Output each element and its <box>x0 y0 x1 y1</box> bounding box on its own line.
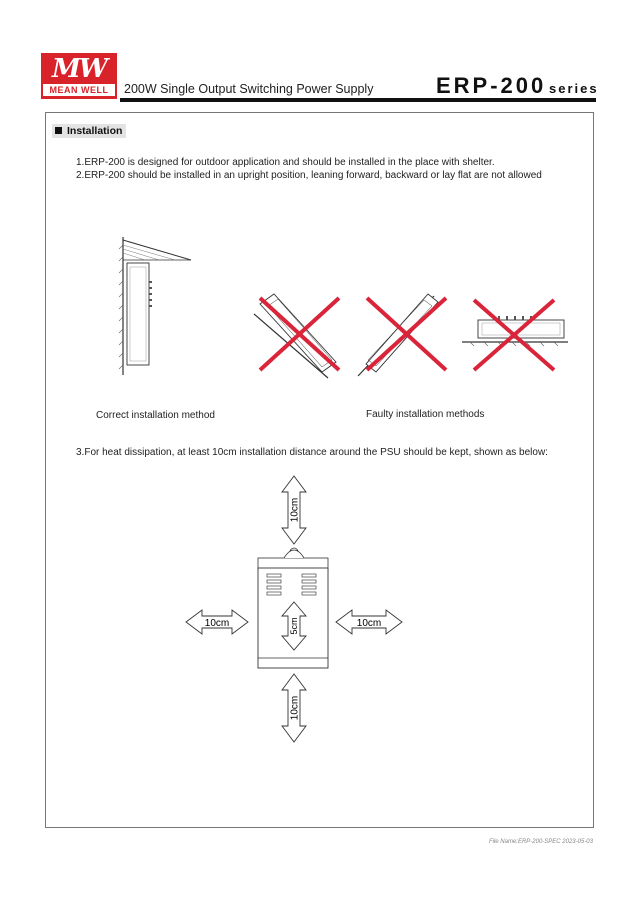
note-2: 2.ERP-200 should be installed in an upright position, leaning forward, backward or lay flat are not allowed <box>76 170 542 181</box>
clearance-inner-label: 5cm <box>289 617 299 635</box>
correct-installation-drawing <box>115 235 195 380</box>
clearance-right-label: 10cm <box>356 618 382 629</box>
bullet-square-icon <box>55 127 62 134</box>
faulty-installation-caption: Faulty installation methods <box>366 409 485 420</box>
faulty-cross-icon-2 <box>362 294 452 374</box>
clearance-left-label: 10cm <box>204 618 230 629</box>
product-subtitle: 200W Single Output Switching Power Supply <box>124 82 374 96</box>
logo-mw-text: MW <box>52 54 106 84</box>
faulty-cross-icon-1 <box>255 294 345 374</box>
header-rule <box>120 98 596 102</box>
note-3: 3.For heat dissipation, at least 10cm installation distance around the PSU should be kept, shown as below: <box>76 447 548 458</box>
section-heading <box>52 124 126 138</box>
clearance-diagram <box>180 470 410 750</box>
faulty-cross-icon-3 <box>470 296 560 374</box>
note-1: 1.ERP-200 is designed for outdoor application and should be installed in the place with shelter. <box>76 157 495 168</box>
mean-well-logo <box>41 53 117 99</box>
clearance-top-label: 10cm <box>289 497 301 523</box>
clearance-bottom-label: 10cm <box>289 695 301 721</box>
model-name: ERP-200 <box>436 73 547 98</box>
file-name-footer: File Name:ERP-200-SPEC 2023-05-03 <box>488 839 593 845</box>
correct-installation-caption: Correct installation method <box>96 410 215 421</box>
logo-brand-text: MEAN WELL <box>43 84 115 96</box>
series-label: series <box>549 81 599 96</box>
section-title: Installation <box>67 125 123 137</box>
